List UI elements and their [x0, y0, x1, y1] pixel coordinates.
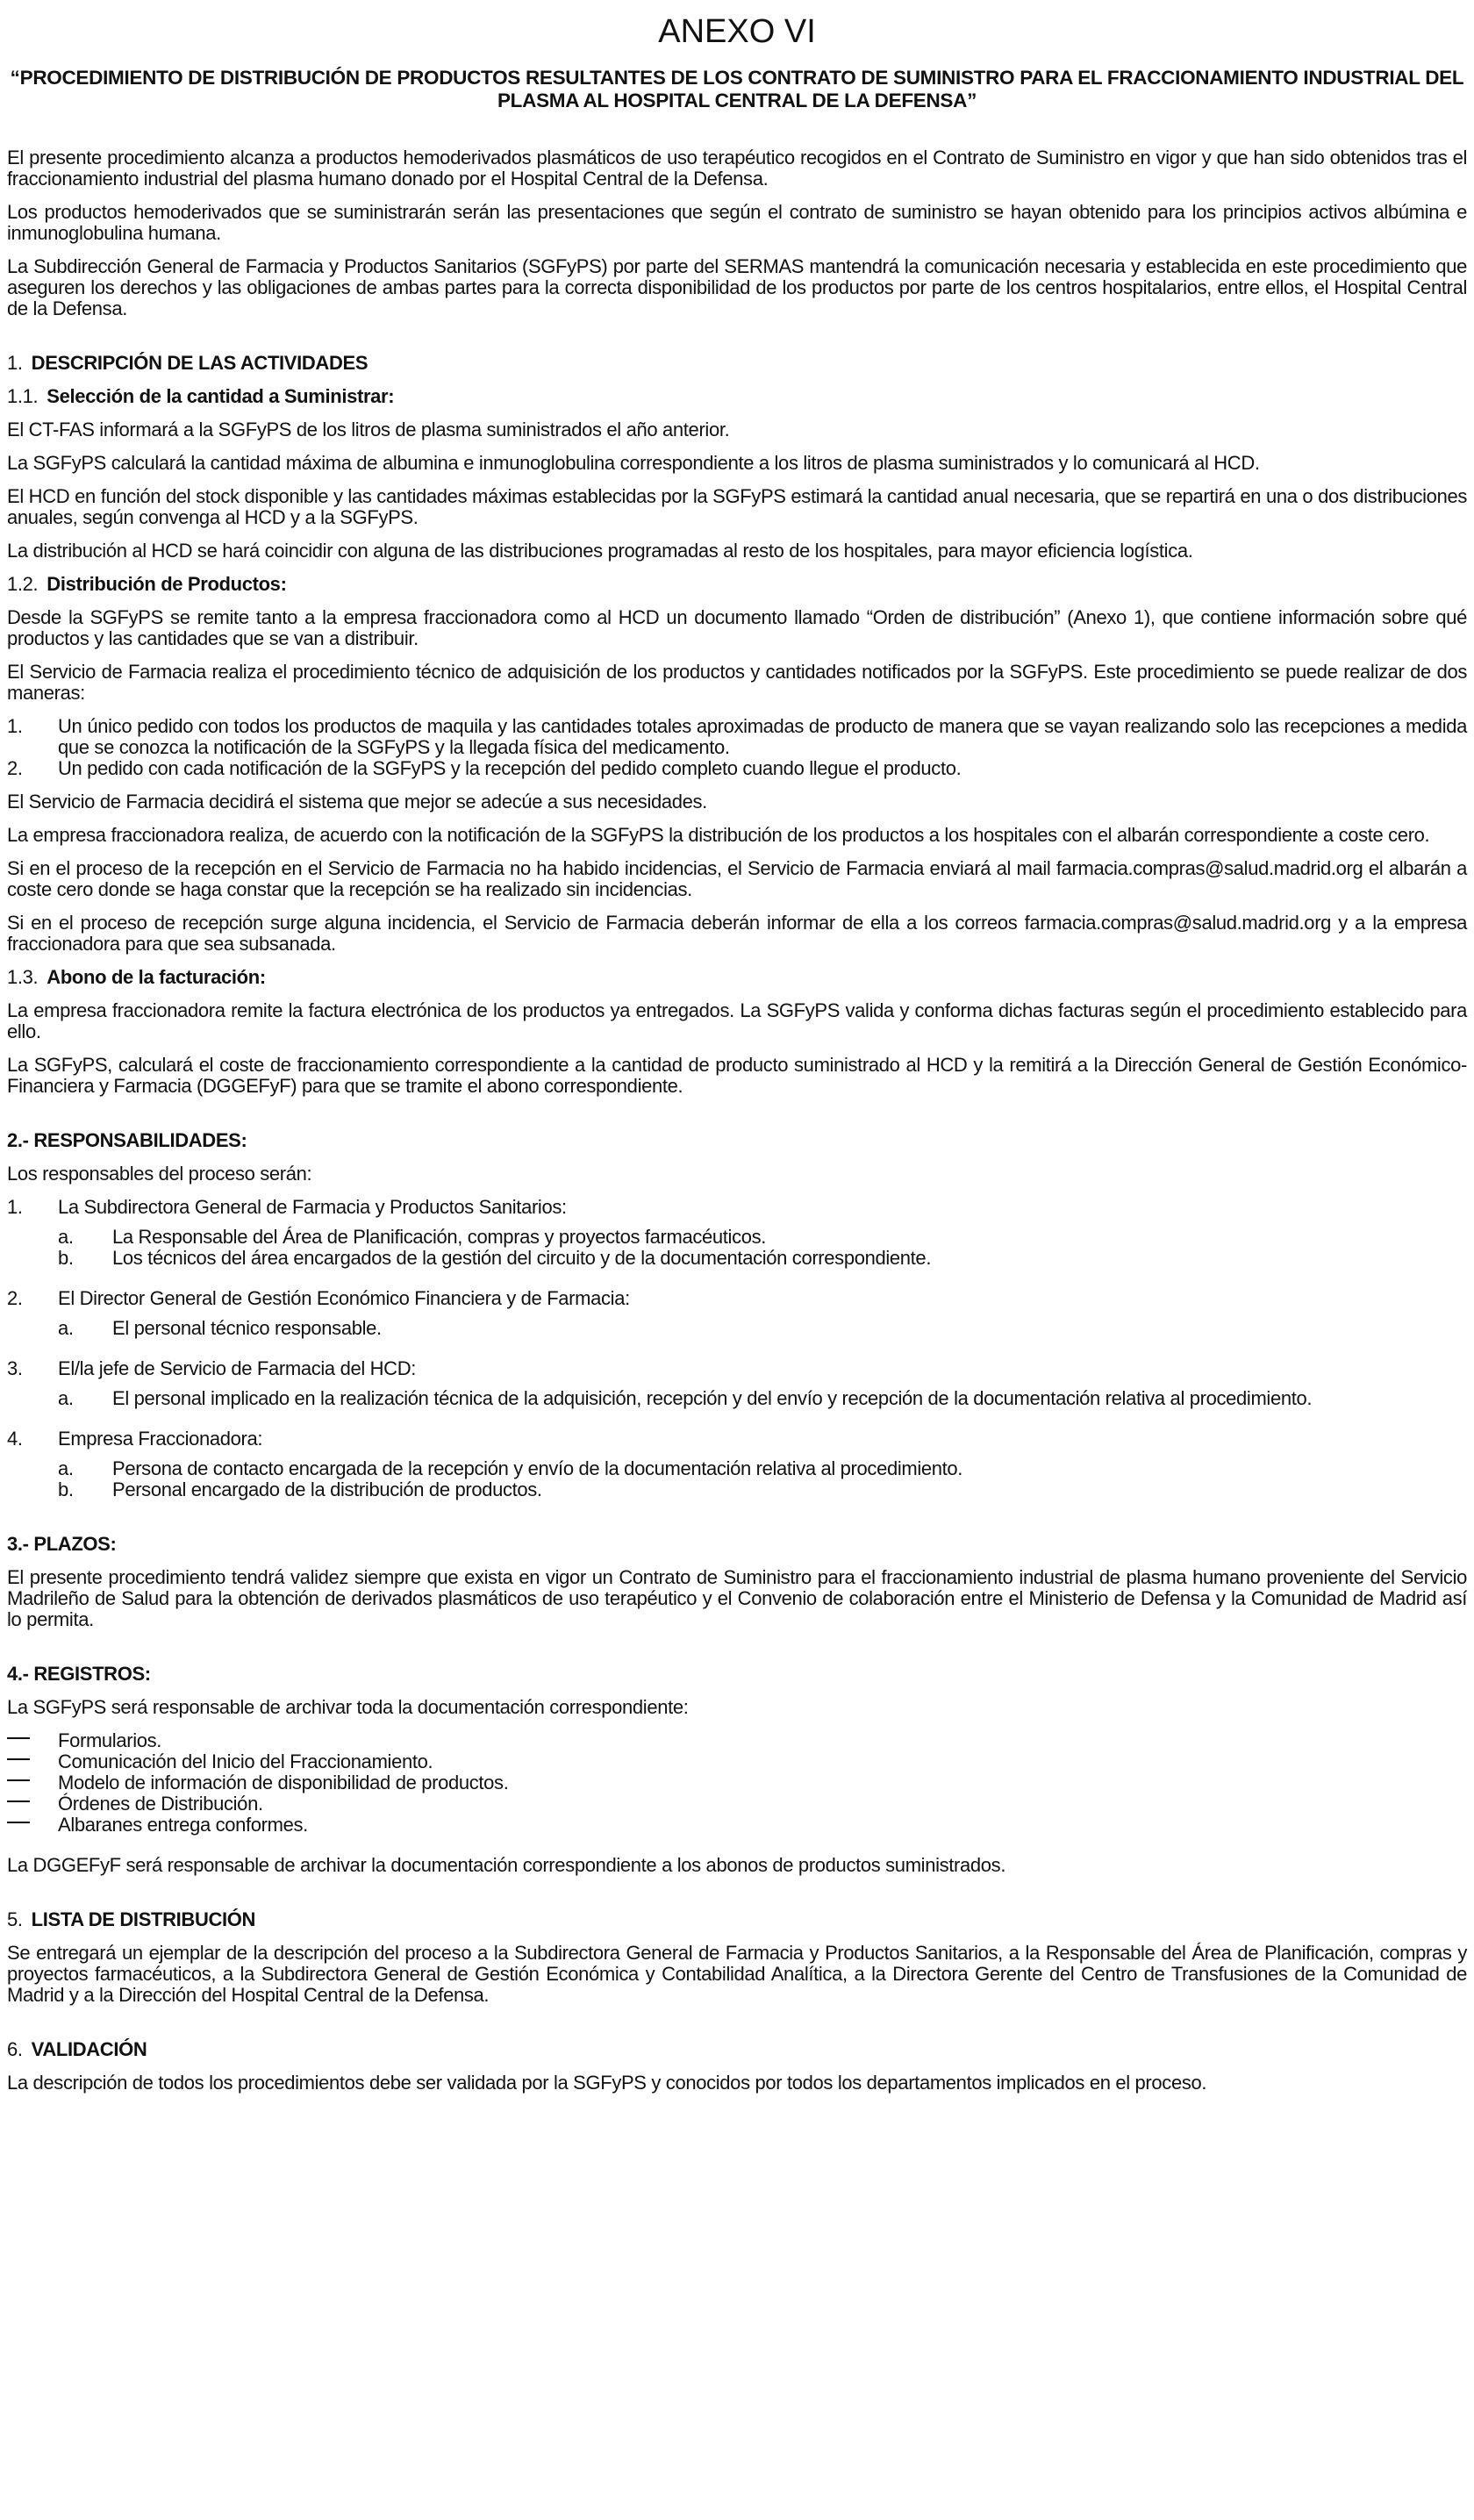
list-text: Formularios. [58, 1729, 162, 1751]
section-number: 1. [7, 352, 23, 374]
section-5-heading [7, 1909, 1467, 1930]
paragraph: La DGGEFyF será responsable de archivar la documentación correspondiente a los abonos de productos suministrados. [7, 1854, 1006, 1876]
paragraph: Si en el proceso de la recepción en el Servicio de Farmacia no ha habido incidencias, el Servicio de Farmacia enviará al mail farmacia.compras@salud.madrid.org el albarán a coste cero donde se haga constar que la recepción se ha realizado sin incidencias. [7, 857, 1467, 900]
paragraph: Desde la SGFyPS se remite tanto a la empresa fraccionadora como al HCD un documento llamado “Orden de distribución” (Anexo 1), que contiene información sobre qué productos y las cantidades que se van a distribuir. [7, 606, 1467, 649]
annex-title: ANEXO VI [658, 13, 816, 50]
section-number: 5. [7, 1908, 23, 1930]
section-title: LISTA DE DISTRIBUCIÓN [31, 1908, 256, 1930]
subsection-number: 1.1. [7, 385, 39, 407]
list-text: Albaranes entrega conformes. [58, 1814, 308, 1836]
subsection-number: 1.2. [7, 573, 39, 595]
sub-letter: b. [58, 1478, 74, 1500]
responsible-item [7, 1358, 1467, 1409]
list-text: Modelo de información de disponibilidad de productos. [58, 1772, 509, 1793]
list-item [7, 716, 1467, 758]
paragraph: La SGFyPS será responsable de archivar toda la documentación correspondiente: [7, 1696, 689, 1718]
list-text: Órdenes de Distribución. [58, 1793, 263, 1815]
subsection-title: Selección de la cantidad a Suministrar: [47, 385, 395, 407]
paragraph: La empresa fraccionadora remite la factura electrónica de los productos ya entregados. La SGFyPS valida y conforma dichas facturas según el procedimiento establecido para ello. [7, 999, 1467, 1042]
paragraph: Los responsables del proceso serán: [7, 1163, 312, 1185]
list-text: El/la jefe de Servicio de Farmacia del HCD: [58, 1357, 417, 1379]
dash-bullet [7, 1793, 58, 1815]
list-number: 4. [7, 1428, 23, 1450]
list-item [7, 1772, 1467, 1793]
list-item [7, 758, 1467, 779]
section-2-heading: 2.- RESPONSABILIDADES: [7, 1129, 247, 1151]
paragraph: El Servicio de Farmacia realiza el procedimiento técnico de adquisición de los productos y cantidades notificados por la SGFyPS. Este procedimiento se puede realizar de dos maneras: [7, 661, 1467, 704]
sub-letter: a. [58, 1226, 74, 1248]
dash-bullet [7, 1772, 58, 1793]
list-item [7, 1793, 1467, 1815]
sub-text: Persona de contacto encargada de la recepción y envío de la documentación relativa al procedimiento. [112, 1457, 963, 1479]
records-list [7, 1730, 1467, 1836]
section-1-2-heading [7, 574, 1467, 595]
dash-bullet [7, 1751, 58, 1772]
paragraph: El CT-FAS informará a la SGFyPS de los litros de plasma suministrados el año anterior. [7, 419, 730, 440]
paragraph: El presente procedimiento tendrá validez siempre que exista en vigor un Contrato de Suministro para el fraccionamiento industrial de plasma humano proveniente del Servicio Madrileño de Salud para la obtención de derivados plasmáticos de uso terapéutico y el Convenio de colaboración entre el Ministerio de Defensa y la Comunidad de Madrid así lo permita. [7, 1566, 1467, 1630]
subsection-title: Distribución de Productos: [47, 573, 287, 595]
document-subtitle: “PROCEDIMIENTO DE DISTRIBUCIÓN DE PRODUCTOS RESULTANTES DE LOS CONTRATO DE SUMINISTRO PARA EL FRACCIONAMIENTO INDUSTRIAL DEL PLASMA AL HOSPITAL CENTRAL DE LA DEFENSA” [10, 67, 1464, 111]
paragraph: Si en el proceso de recepción surge alguna incidencia, el Servicio de Farmacia deberán informar de ella a los correos farmacia.compras@salud.madrid.org y a la empresa fraccionadora para que sea subsanada. [7, 912, 1467, 955]
list-item [7, 1815, 1467, 1836]
list-text: Comunicación del Inicio del Fraccionamiento. [58, 1750, 433, 1772]
paragraph: La distribución al HCD se hará coincidir con alguna de las distribuciones programadas al resto de los hospitales, para mayor eficiencia logística. [7, 540, 1193, 562]
intro-paragraph: Los productos hemoderivados que se suministrarán serán las presentaciones que según el contrato de suministro se hayan obtenido para los principios activos albúmina e inmunoglobulina humana. [7, 201, 1467, 244]
section-1-1-heading [7, 386, 1467, 407]
sub-letter: a. [58, 1317, 74, 1339]
list-item [7, 1730, 1467, 1751]
list-text: Empresa Fraccionadora: [58, 1428, 263, 1450]
section-1-3-heading [7, 967, 1467, 988]
intro-paragraph: El presente procedimiento alcanza a productos hemoderivados plasmáticos de uso terapéutico recogidos en el Contrato de Suministro en vigor y que han sido obtenidos tras el fraccionamiento industrial del plasma humano donado por el Hospital Central de la Defensa. [7, 147, 1467, 190]
list-item [7, 1751, 1467, 1772]
subsection-number: 1.3. [7, 966, 39, 988]
list-number: 1. [7, 1196, 23, 1218]
section-1-heading [7, 353, 1467, 374]
order-methods-list [7, 716, 1467, 779]
section-4-heading: 4.- REGISTROS: [7, 1663, 151, 1685]
responsible-item [7, 1428, 1467, 1500]
sub-text: Los técnicos del área encargados de la gestión del circuito y de la documentación correspondiente. [112, 1247, 932, 1269]
intro-paragraph: La Subdirección General de Farmacia y Productos Sanitarios (SGFyPS) por parte del SERMAS mantendrá la comunicación necesaria y establecida en este procedimiento que aseguren los derechos y las obligaciones de ambas partes para la correcta disponibilidad de los productos por parte de los centros hospitalarios, entre ellos, el Hospital Central de la Defensa. [7, 255, 1467, 319]
responsible-item [7, 1197, 1467, 1269]
section-number: 6. [7, 2038, 23, 2060]
paragraph: La descripción de todos los procedimientos debe ser validada por la SGFyPS y conocidos por todos los departamentos implicados en el proceso. [7, 2072, 1207, 2094]
sub-text: Personal encargado de la distribución de productos. [112, 1478, 542, 1500]
section-title: DESCRIPCIÓN DE LAS ACTIVIDADES [31, 352, 368, 374]
paragraph: El Servicio de Farmacia decidirá el sistema que mejor se adecúe a sus necesidades. [7, 791, 707, 813]
paragraph: El HCD en función del stock disponible y las cantidades máximas establecidas por la SGFyPS estimará la cantidad anual necesaria, que se repartirá en una o dos distribuciones anuales, según convenga al HCD y a la SGFyPS. [7, 485, 1467, 528]
list-text: Un único pedido con todos los productos de maquila y las cantidades totales aproximadas de producto de manera que se vayan realizando solo las recepciones a medida que se conozca la notificación de la SGFyPS y la llegada física del medicamento. [58, 715, 1467, 758]
paragraph: Se entregará un ejemplar de la descripción del proceso a la Subdirectora General de Farmacia y Productos Sanitarios, a la Responsable del Área de Planificación, compras y proyectos farmacéuticos, a la Subdirectora General de Gestión Económica y Contabilidad Analítica, a la Directora Gerente del Centro de Transfusiones de la Comunidad de Madrid y a la Dirección del Hospital Central de la Defensa. [7, 1942, 1467, 2006]
document-page [7, 0, 1467, 2094]
list-number: 1. [7, 715, 23, 737]
paragraph: La SGFyPS, calculará el coste de fraccionamiento correspondiente a la cantidad de producto suministrado al HCD y la remitirá a la Dirección General de Gestión Económico-Financiera y Farmacia (DGGEFyF) para que se tramite el abono correspondiente. [7, 1054, 1467, 1097]
paragraph: La empresa fraccionadora realiza, de acuerdo con la notificación de la SGFyPS la distribución de los productos a los hospitales con el albarán correspondiente a coste cero. [7, 824, 1430, 846]
list-number: 2. [7, 1287, 23, 1309]
sub-letter: b. [58, 1247, 74, 1269]
subsection-title: Abono de la facturación: [47, 966, 266, 988]
list-text: La Subdirectora General de Farmacia y Productos Sanitarios: [58, 1196, 567, 1218]
sub-text: El personal implicado en la realización técnica de la adquisición, recepción y del envío y recepción de la documentación relativa al procedimiento. [112, 1387, 1313, 1409]
paragraph: La SGFyPS calculará la cantidad máxima de albumina e inmunoglobulina correspondiente a los litros de plasma suministrados y lo comunicará al HCD. [7, 452, 1260, 474]
section-6-heading [7, 2039, 1467, 2060]
section-title: VALIDACIÓN [31, 2038, 147, 2060]
list-number: 3. [7, 1357, 23, 1379]
list-text: El Director General de Gestión Económico Financiera y de Farmacia: [58, 1287, 630, 1309]
sub-letter: a. [58, 1457, 74, 1479]
sub-text: La Responsable del Área de Planificación, compras y proyectos farmacéuticos. [112, 1226, 767, 1248]
list-text: Un pedido con cada notificación de la SGFyPS y la recepción del pedido completo cuando llegue el producto. [58, 757, 962, 779]
dash-bullet [7, 1730, 58, 1751]
list-number: 2. [7, 757, 23, 779]
sub-letter: a. [58, 1387, 74, 1409]
responsible-item [7, 1288, 1467, 1339]
dash-bullet [7, 1815, 58, 1836]
sub-text: El personal técnico responsable. [112, 1317, 382, 1339]
section-3-heading: 3.- PLAZOS: [7, 1533, 117, 1555]
